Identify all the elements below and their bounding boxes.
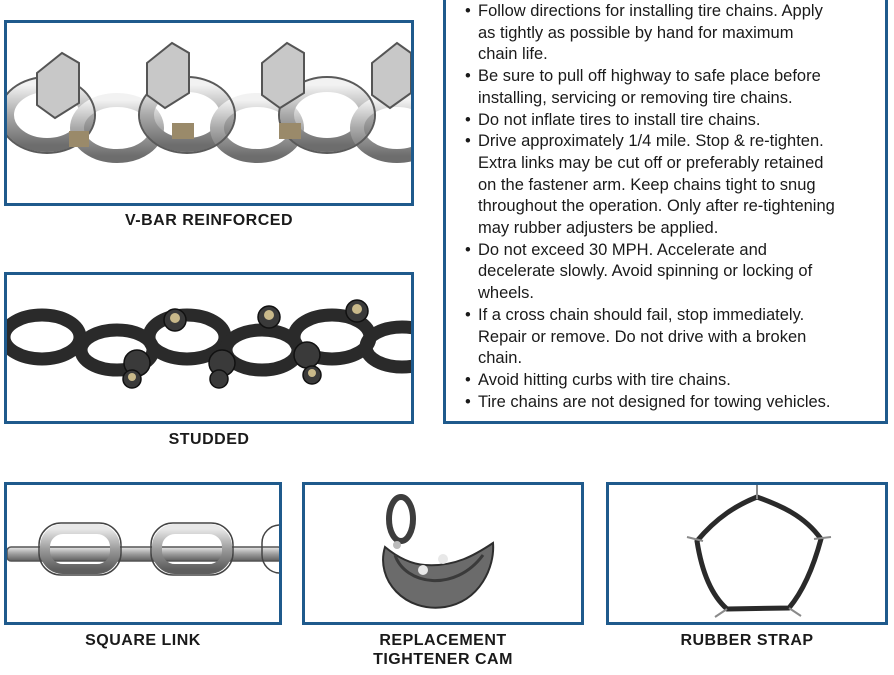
square-link-image-frame [4,482,282,625]
studded-caption: STUDDED [168,431,250,448]
square-link-caption: SQUARE LINK [85,632,201,649]
studded-image-frame [4,272,414,424]
tightener-cam-image-frame [302,482,584,625]
studded-chain-photo-icon [7,275,411,421]
safety-rules-list [446,0,885,413]
tightener-cam-caption [302,631,584,669]
rule-item: • If a cross chain should fail, stop immediately. Repair or remove. Do not drive with a broken chain. [460,305,885,370]
rubber-strap-caption: RUBBER STRAP [680,632,814,649]
rubber-strap-image-frame [606,482,888,625]
rubber-strap-photo-icon [609,485,885,622]
rule-item: • Avoid hitting curbs with tire chains. [460,370,885,392]
v-bar-image-frame [4,20,414,206]
rule-item: • Tire chains are not designed for towing vehicles. [460,392,885,414]
rule-item: • Drive approximately 1/4 mile. Stop & re-tighten. Extra links may be cut off or preferably retained on the fastener arm. Keep chains tight to snug throughout the operation. Only after re-tightening may rubber adjusters be applied. [460,131,885,240]
safety-rules-panel [443,0,888,424]
tightener-cam-photo-icon [305,485,581,622]
v-bar-caption: V-BAR REINFORCED [124,212,293,229]
v-bar-chain-photo-icon [7,23,411,203]
tightener-cam-caption-line1: REPLACEMENT [379,632,507,649]
rule-item: • Follow directions for installing tire chains. Apply as tightly as possible by hand for maximum chain life. [460,1,885,66]
square-link-chain-photo-icon [7,485,279,622]
rule-item: • Be sure to pull off highway to safe place before installing, servicing or removing tire chains. [460,66,885,109]
tightener-cam-caption-line2: TIGHTENER CAM [373,651,513,668]
rule-item: • Do not exceed 30 MPH. Accelerate and decelerate slowly. Avoid spinning or locking of wheels. [460,240,885,305]
rule-item: • Do not inflate tires to install tire chains. [460,110,885,132]
